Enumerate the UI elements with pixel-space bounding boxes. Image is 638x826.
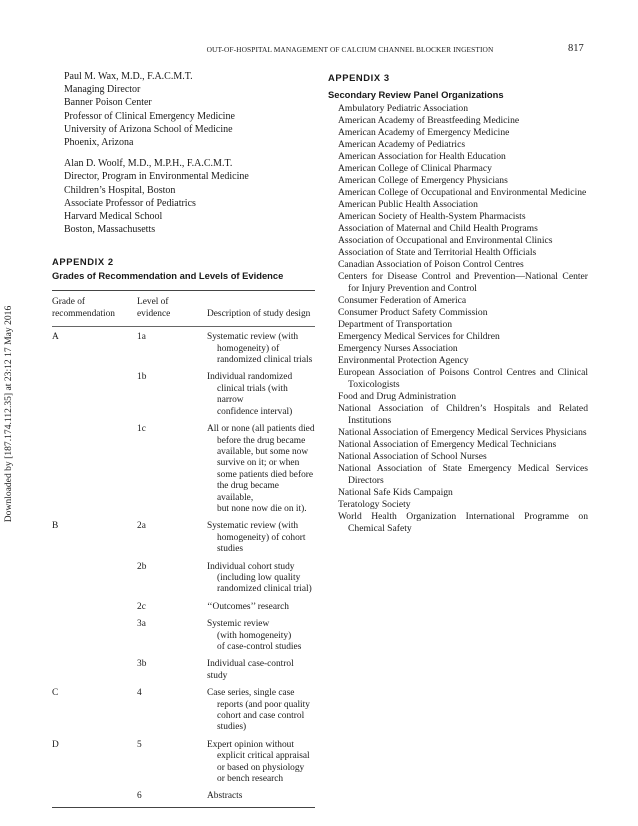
table-row	[52, 613, 315, 653]
author-line: Associate Professor of Pediatrics	[64, 197, 196, 209]
author-line: University of Arizona School of Medicine	[64, 123, 233, 135]
table-row	[52, 734, 315, 786]
author-line: Phoenix, Arizona	[64, 137, 134, 149]
list-item: National Association of State Emergency Medical Services Directors	[338, 463, 588, 486]
grade-cell	[52, 653, 117, 682]
list-item: Department of Transportation	[338, 319, 453, 330]
description-cell: Case series, single case reports (and poor quality cohort and case control studies)	[207, 688, 310, 733]
list-item: European Association of Poisons Control Centres and Clinical Toxicologists	[338, 367, 588, 390]
description-cell: Individual cohort study (including low quality randomized clinical trial)	[207, 561, 312, 595]
list-item: National Association of Emergency Medical Technicians	[338, 439, 557, 450]
table-row	[52, 653, 315, 682]
author-line: Professor of Clinical Emergency Medicine	[64, 110, 235, 122]
list-item: Association of Maternal and Child Health Programs	[338, 223, 538, 234]
grade-cell	[52, 366, 117, 418]
column-header-level: Level of evidence	[117, 291, 207, 327]
grade-cell: A	[52, 332, 59, 343]
description-cell: Systematic review (with homogeneity) of cohort studies	[207, 521, 306, 555]
left-column	[52, 70, 315, 808]
table-row	[52, 366, 315, 418]
author-line: Banner Poison Center	[64, 97, 152, 109]
author-line: Director, Program in Environmental Medicine	[64, 171, 249, 183]
list-item: Ambulatory Pediatric Association	[338, 103, 469, 114]
level-cell: 2b	[137, 561, 147, 572]
list-item: American Association for Health Education	[338, 151, 506, 162]
grade-cell: D	[52, 739, 59, 750]
table-row	[52, 785, 315, 807]
appendix-2-title: Grades of Recommendation and Levels of Evidence	[52, 270, 284, 282]
level-cell: 2a	[137, 521, 146, 532]
running-title: OUT-OF-HOSPITAL MANAGEMENT OF CALCIUM CHANNEL BLOCKER INGESTION	[206, 45, 494, 54]
list-item: American Academy of Emergency Medicine	[338, 127, 510, 138]
table-row	[52, 515, 315, 555]
list-item: World Health Organization International Programme on Chemical Safety	[338, 511, 588, 534]
grade-cell	[52, 613, 117, 653]
download-watermark: Downloaded by [187.174.112.35] at 23:12 17 May 2016	[3, 305, 14, 523]
author-block	[64, 157, 315, 236]
level-cell: 6	[137, 791, 142, 802]
list-item: American College of Emergency Physicians	[338, 175, 508, 186]
level-cell: 2c	[137, 601, 146, 612]
column-header-description: Description of study design	[207, 291, 315, 327]
appendix-2-label: APPENDIX 2	[52, 256, 114, 268]
table-row	[52, 682, 315, 734]
description-cell: Individual case-control study	[207, 659, 294, 681]
grade-cell	[52, 556, 117, 596]
list-item: American Academy of Breastfeeding Medicine	[338, 115, 520, 126]
grade-cell	[52, 418, 117, 515]
grade-cell: C	[52, 688, 59, 699]
page-number: 817	[568, 43, 584, 54]
grade-cell	[52, 785, 117, 807]
description-cell: Abstracts	[207, 791, 243, 802]
appendix-3-label: APPENDIX 3	[328, 72, 390, 83]
appendix-3-title: Secondary Review Panel Organizations	[328, 89, 504, 100]
level-cell: 4	[137, 688, 142, 699]
list-item: Canadian Association of Poison Control Centres	[338, 259, 524, 270]
grade-cell: B	[52, 521, 59, 532]
description-cell: Individual randomized clinical trials (with narrow confidence interval)	[207, 372, 293, 417]
level-cell: 1c	[137, 424, 146, 435]
author-line: Harvard Medical School	[64, 211, 163, 223]
description-cell: All or none (all patients died before the drug became available, but some now survive on it; or when some patients died before the drug became available, but none now die on it).	[207, 424, 315, 514]
description-cell: Expert opinion without explicit critical appraisal or based on physiology or bench research	[207, 739, 310, 785]
author-line: Boston, Massachusetts	[64, 224, 156, 236]
list-item: American Public Health Association	[338, 199, 478, 210]
author-line: Children’s Hospital, Boston	[64, 184, 176, 196]
author-line: Managing Director	[64, 84, 141, 96]
list-item: American Society of Health-System Pharmacists	[338, 211, 526, 222]
author-line: Paul M. Wax, M.D., F.A.C.M.T.	[64, 71, 193, 82]
list-item: Food and Drug Administration	[338, 391, 457, 402]
table-row	[52, 556, 315, 596]
level-cell: 5	[137, 739, 142, 750]
list-item: Teratology Society	[338, 499, 411, 510]
table-row	[52, 596, 315, 613]
list-item: Consumer Federation of America	[338, 295, 467, 306]
list-item: National Association of School Nurses	[338, 451, 487, 462]
list-item: Consumer Product Safety Commission	[338, 307, 488, 318]
table-row	[52, 418, 315, 515]
list-item: National Association of Children’s Hospitals and Related Institutions	[338, 403, 588, 426]
right-column	[328, 70, 588, 535]
list-item: Environmental Protection Agency	[338, 355, 469, 366]
author-block	[64, 70, 315, 149]
description-cell: ‘‘Outcomes’’ research	[207, 601, 289, 612]
list-item: Association of Occupational and Environmental Clinics	[338, 235, 553, 246]
organization-list	[328, 103, 588, 535]
column-header-grade: Grade of recommendation	[52, 291, 117, 327]
level-cell: 1a	[137, 332, 146, 343]
author-line: Alan D. Woolf, M.D., M.P.H., F.A.C.M.T.	[64, 158, 233, 170]
author-affiliations	[52, 70, 315, 236]
list-item: Centers for Disease Control and Prevention—National Center for Injury Prevention and Control	[338, 271, 588, 294]
list-item: American College of Occupational and Environmental Medicine	[338, 187, 587, 198]
level-cell: 3b	[137, 659, 147, 670]
list-item: American College of Clinical Pharmacy	[338, 163, 492, 174]
list-item: Emergency Nurses Association	[338, 343, 458, 354]
list-item: Emergency Medical Services for Children	[338, 331, 500, 342]
list-item: American Academy of Pediatrics	[338, 139, 466, 150]
grade-cell	[52, 596, 117, 613]
level-cell: 1b	[137, 372, 147, 383]
level-cell: 3a	[137, 619, 146, 630]
description-cell: Systematic review (with homogeneity) of randomized clinical trials	[207, 332, 313, 366]
list-item: Association of State and Territorial Health Officials	[338, 247, 537, 258]
list-item: National Association of Emergency Medical Services Physicians	[338, 427, 587, 438]
list-item: National Safe Kids Campaign	[338, 487, 453, 498]
evidence-table	[52, 290, 315, 807]
table-row	[52, 327, 315, 367]
description-cell: Systemic review (with homogeneity) of case-control studies	[207, 619, 302, 652]
